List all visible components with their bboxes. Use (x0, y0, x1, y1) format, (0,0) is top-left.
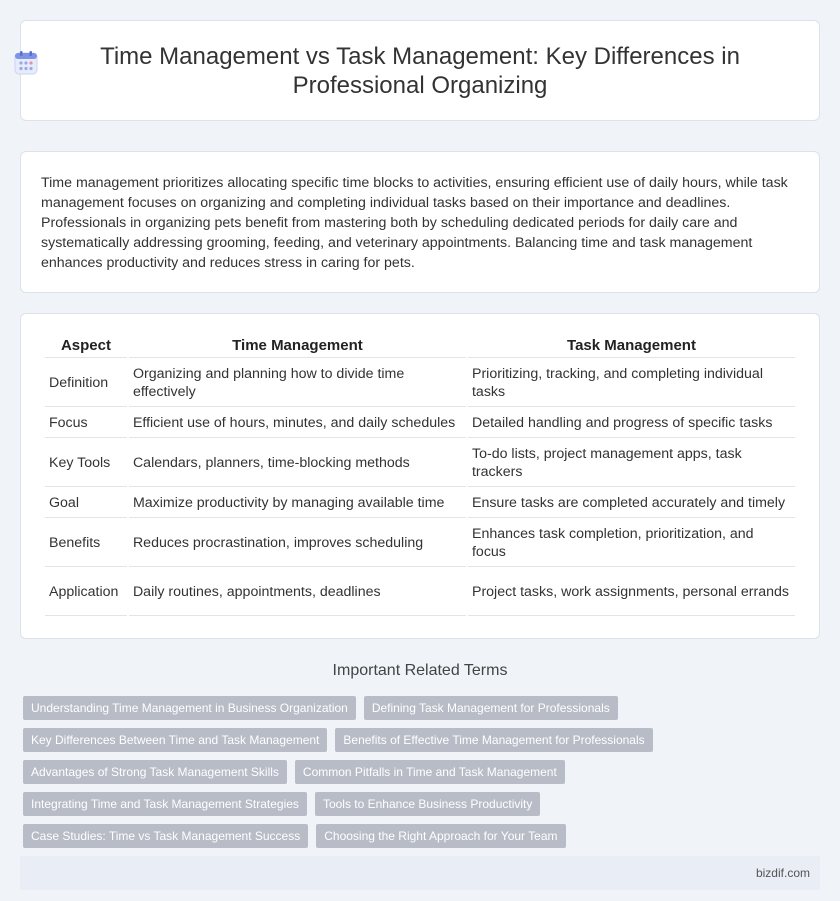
title-wrap (61, 42, 779, 100)
related-terms-title: Important Related Terms (332, 662, 508, 679)
related-term-tag[interactable]: Case Studies: Time vs Task Management Success (23, 824, 308, 848)
tag-row (23, 696, 813, 720)
row-task-management: Prioritizing, tracking, and completing individual tasks (468, 358, 795, 407)
header-time-management: Time Management (129, 326, 466, 358)
row-task-management: Detailed handling and progress of specific tasks (468, 407, 795, 438)
comparison-table-card (20, 313, 820, 639)
row-time-management: Reduces procrastination, improves scheduling (129, 518, 466, 567)
related-terms-list (23, 696, 813, 848)
table-row (45, 518, 795, 567)
tag-row (23, 792, 813, 816)
row-task-management: Enhances task completion, prioritization, and focus (468, 518, 795, 567)
related-term-tag[interactable]: Advantages of Strong Task Management Skills (23, 760, 287, 784)
related-term-tag[interactable]: Tools to Enhance Business Productivity (315, 792, 540, 816)
intro-card (20, 151, 820, 293)
table-row (45, 358, 795, 407)
row-time-management: Efficient use of hours, minutes, and daily schedules (129, 407, 466, 438)
row-task-management: Project tasks, work assignments, personal errands (468, 567, 795, 616)
related-term-tag[interactable]: Common Pitfalls in Time and Task Management (295, 760, 565, 784)
table-row (45, 487, 795, 518)
related-term-tag[interactable]: Benefits of Effective Time Management for Professionals (335, 728, 652, 752)
row-time-management: Organizing and planning how to divide time effectively (129, 358, 466, 407)
row-task-management: Ensure tasks are completed accurately and timely (468, 487, 795, 518)
table-row (45, 438, 795, 487)
row-time-management: Calendars, planners, time-blocking methods (129, 438, 466, 487)
footer (20, 856, 820, 890)
intro-text: Time management prioritizes allocating specific time blocks to activities, ensuring efficient use of daily hours, while task management focuses on organizing and completing individual tasks based on their importance and deadlines. Professionals in organizing pets benefit from mastering both by scheduling dedicated periods for daily care and systematically addressing grooming, feeding, and veterinary appointments. Balancing time and task management enhances productivity and reduces stress in caring for pets. (41, 175, 788, 271)
tag-row (23, 760, 813, 784)
header-task-management: Task Management (468, 326, 795, 358)
related-term-tag[interactable]: Defining Task Management for Professionals (364, 696, 618, 720)
row-time-management: Daily routines, appointments, deadlines (129, 567, 466, 616)
row-aspect: Application (45, 567, 127, 616)
row-time-management: Maximize productivity by managing available time (129, 487, 466, 518)
related-term-tag[interactable]: Key Differences Between Time and Task Management (23, 728, 327, 752)
row-task-management: To-do lists, project management apps, task trackers (468, 438, 795, 487)
table-header-row (45, 326, 795, 358)
tag-row (23, 824, 813, 848)
related-term-tag[interactable]: Integrating Time and Task Management Strategies (23, 792, 307, 816)
header-aspect: Aspect (45, 326, 127, 358)
table-row (45, 407, 795, 438)
row-aspect: Key Tools (45, 438, 127, 487)
table-row (45, 567, 795, 616)
related-term-tag[interactable]: Choosing the Right Approach for Your Team (316, 824, 565, 848)
tag-row (23, 728, 813, 752)
related-term-tag[interactable]: Understanding Time Management in Business Organization (23, 696, 356, 720)
title-card (20, 20, 820, 121)
row-aspect: Definition (45, 358, 127, 407)
page-title: Time Management vs Task Management: Key Differences in Professional Organizing (100, 42, 740, 99)
row-aspect: Focus (45, 407, 127, 438)
row-aspect: Goal (45, 487, 127, 518)
calendar-icon (13, 50, 39, 76)
footer-brand: bizdif.com (755, 866, 810, 880)
row-aspect: Benefits (45, 518, 127, 567)
comparison-table (43, 326, 797, 616)
